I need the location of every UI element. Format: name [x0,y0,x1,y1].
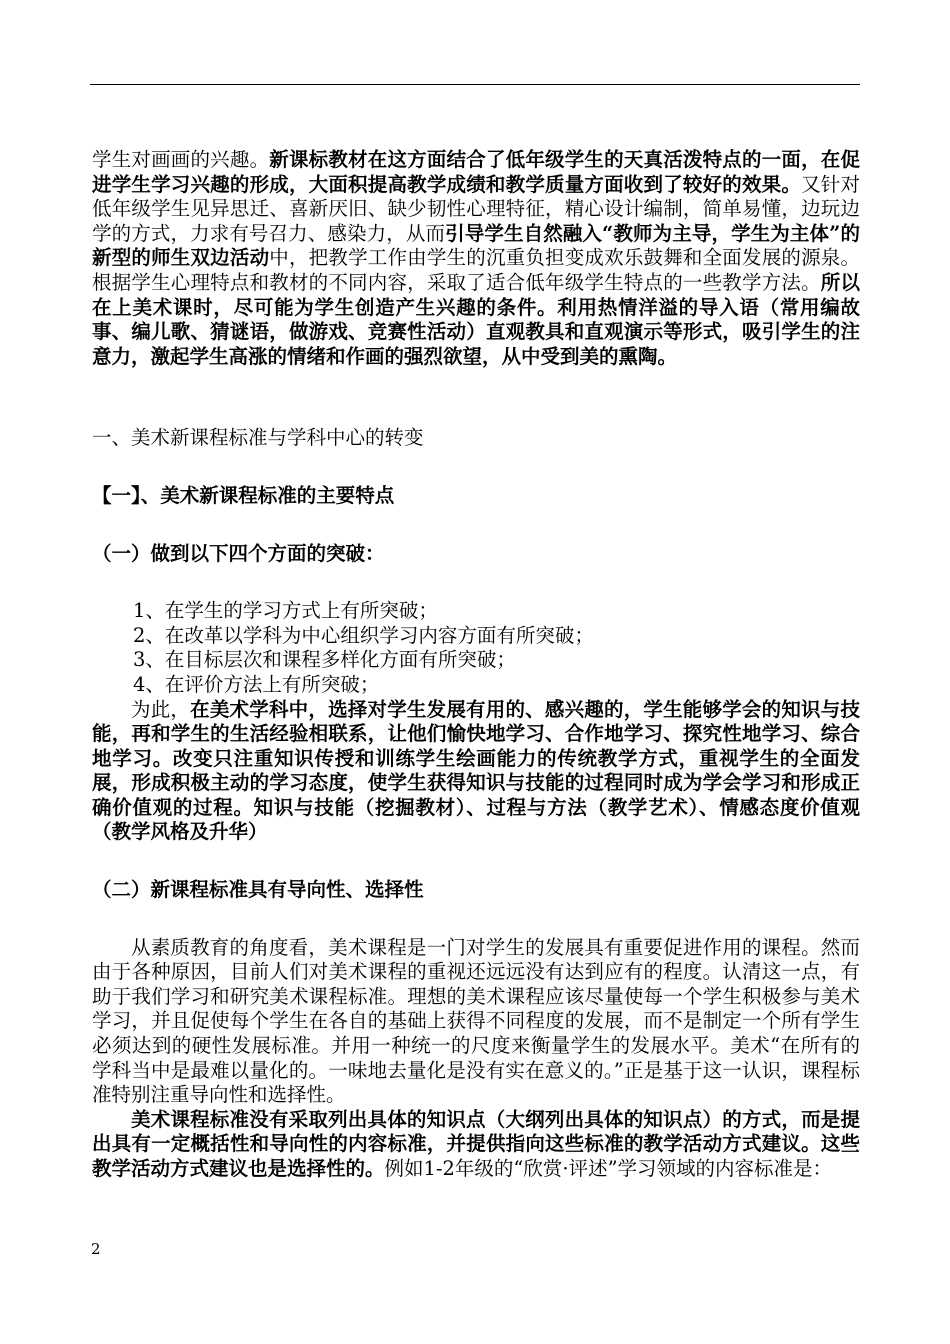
para2-bold: 在美术学科中，选择对学生发展有用的、感兴趣的，学生能够学会的知识与技能，再和学生的生活经验相联系，让他们愉快地学习、合作地学习、探究性地学习、综合地学习。改变只注重知识传授和训练学生绘画能力的传统教学方式，重视学生的全面发展，形成积极主动的学习态度，使学生获得知识与技能的过程同时成为学会学习和形成正确价值观的过程。知识与技能（挖掘教材）、过程与方法（教学艺术）、情感态度价值观（教学风格及升华） [92,697,860,844]
sub-subsection-heading: （一）做到以下四个方面的突破： [92,541,385,565]
body-paragraph-3: 从素质教育的角度看，美术课程是一门对学生的发展具有重要促进作用的课程。然而由于各种原因，目前人们对美术课程的重视还远远没有达到应有的程度。认清这一点，有助于我们学习和研究美术课程标准。理想的美术课程应该尽量使每一个学生积极参与美术学习，并且促使每个学生在各自的基础上获得不同程度的发展，而不是制定一个所有学生必须达到的硬性发展标准。并用一种统一的尺度来衡量学生的发展水平。美术“在所有的学科当中是最难以量化的。一味地去量化是没有实在意义的。”正是基于这一认识，课程标准特别注重导向性和选择性。 [92,935,860,1107]
para4-tail: 例如1-2年级的“欣赏·评述”学习领域的内容标准是： [384,1157,833,1180]
subsection-heading: 【一】、美术新课程标准的主要特点 [92,483,395,507]
intro-sentence-4: 引导学生自然融入“教师为主导，学生为主体”的新型的师生双边活动 [92,221,860,270]
intro-paragraph [92,148,860,369]
list-item: 1、在学生的学习方式上有所突破； [133,599,438,623]
intro-sentence-5: 中，把教学工作由学生的沉重负担变成欢乐鼓舞和全面发展的源泉。根据学生心理特点和教材的不同内容，采取了适合低年级学生特点的一些教学方法。 [92,246,860,294]
intro-sentence-6: 所以在上美术课时，尽可能为学生创造产生兴趣的条件。利用热情洋溢的导入语（常用编故事、编儿歌、猜谜语，做游戏、竞赛性活动）直观教具和直观演示等形式，吸引学生的注意力，激起学生高涨的情绪和作画的强烈欲望，从中受到美的熏陶。 [92,270,860,368]
body-paragraph-4 [92,1108,860,1182]
intro-sentence-3: 又针对低年级学生见异思迁、喜新厌旧、缺少韧性心理特征，精心设计编制，简单易懂，边玩边学的方式，力求有号召力、感染力，从而 [92,172,860,245]
list-item: 2、在改革以学科为中心组织学习内容方面有所突破； [133,623,594,647]
header-rule [90,84,860,85]
sub-subsection-heading-2: （二）新课程标准具有导向性、选择性 [92,878,424,902]
section-heading: 一、美术新课程标准与学科中心的转变 [92,426,424,450]
intro-sentence-2: 新课标教材在这方面结合了低年级学生的天真活泼特点的一面，在促进学生学习兴趣的形成，大面积提高教学成绩和教学质量方面收到了较好的效果。 [92,148,860,196]
page-number: 2 [91,1240,101,1258]
para2-lead: 为此， [131,697,191,721]
body-paragraph-2 [92,698,860,846]
list-item: 3、在目标层次和课程多样化方面有所突破； [133,648,516,672]
para4-bold: 美术课程标准没有采取列出具体的知识点（大纲列出具体的知识点）的方式，而是提出具有一定概括性和导向性的内容标准，并提供指向这些标准的教学活动方式建议。这些教学活动方式建议也是选择性的。 [92,1107,860,1180]
document-body [92,148,860,1182]
intro-sentence-1: 学生对画画的兴趣。 [92,148,270,171]
list-item: 4、在评价方法上有所突破； [133,672,380,696]
